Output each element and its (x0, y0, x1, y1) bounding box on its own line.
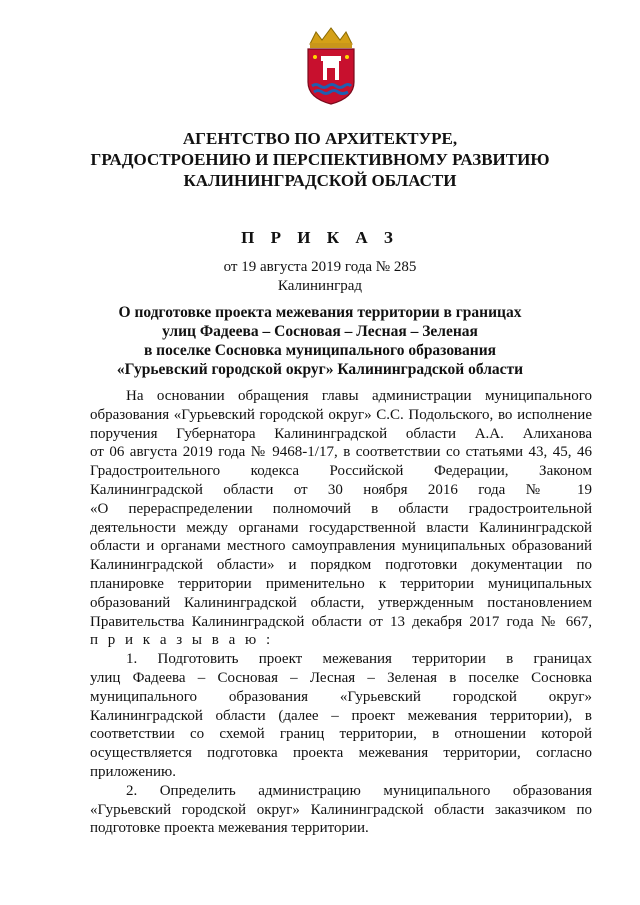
text-line: «Гурьевский городской округ» Калининградской области заказчиком по (90, 801, 592, 818)
text-line: области и органами местного самоуправления муниципальных образований (90, 538, 592, 555)
agency-line: ГРАДОСТРОЕНИЮ И ПЕРСПЕКТИВНОМУ РАЗВИТИЮ (90, 150, 550, 169)
text-line: приложению. (90, 763, 177, 780)
kaliningrad-coat-of-arms-emblem (296, 24, 366, 108)
agency-line: АГЕНТСТВО ПО АРХИТЕКТУРЕ, (182, 129, 458, 148)
text-line: улиц Фадеева – Сосновая – Лесная – Зеленая в поселке Сосновка (90, 669, 592, 686)
preamble-paragraph (90, 387, 592, 650)
order-meta (0, 258, 640, 296)
text-line: соответствии со схемой границ территории, в отношении которой (90, 726, 592, 743)
text-line: 2. Определить администрацию муниципального образования (126, 782, 592, 799)
text-line: осуществляется подготовка проекта межевания территории, согласно (90, 745, 592, 762)
text-line: Правительства Калининградской области от 13 декабря 2017 года № 667, (90, 613, 592, 630)
text-line: муниципального образования «Гурьевский городской округ» (90, 688, 592, 705)
subject-line: в поселке Сосновка муниципального образования (143, 342, 497, 359)
text-line: от 06 августа 2019 года № 9468-1/17, в соответствии со статьями 43, 45, 46 (90, 444, 592, 461)
document-body (90, 387, 592, 838)
subject-line: улиц Фадеева – Сосновая – Лесная – Зеленая (162, 323, 478, 340)
order-city: Калининград (277, 278, 363, 294)
agency-line: КАЛИНИНГРАДСКОЙ ОБЛАСТИ (183, 171, 457, 190)
text-line: образования «Гурьевский городской округ» С.С. Подольского, во исполнение (90, 406, 592, 423)
order-subject (0, 303, 640, 379)
text-line: поручения Губернатора Калининградской области А.А. Алиханова (90, 425, 592, 442)
text-line: планировке территории применительно к территории муниципальных (90, 575, 592, 592)
text-line: Калининградской области от 30 ноября 2016 года № 19 (90, 481, 592, 498)
text-line: 1. Подготовить проект межевания территории в границах (126, 651, 592, 668)
agency-name (0, 128, 640, 191)
text-line: образований Калининградской области, утвержденным постановлением (90, 594, 592, 611)
text-line: подготовке проекта межевания территории. (90, 820, 369, 837)
order-date-line: от 19 августа 2019 года № 285 (223, 259, 417, 275)
text-line: На основании обращения главы администрации муниципального (126, 388, 592, 404)
text-line: Калининградской области (далее – проект межевания территории), в (90, 707, 592, 724)
text-line: Градостроительного кодекса Российской Федерации, Законом (90, 463, 592, 480)
text-line: «О перераспределении полномочий в области градостроительной (90, 500, 592, 517)
text-line: деятельности между органами государственной власти Калининградской (90, 519, 592, 536)
orders-word: п р и к а з ы в а ю : (90, 632, 274, 649)
subject-line: О подготовке проекта межевания территории в границах (118, 304, 522, 321)
order-title: П Р И К А З (241, 228, 399, 247)
text-line: Калининградской области» и порядком подготовки документации по (90, 557, 592, 574)
order-item-2 (90, 782, 592, 838)
order-item-1 (90, 650, 592, 782)
subject-line: «Гурьевский городской округ» Калининградской области (116, 361, 524, 378)
